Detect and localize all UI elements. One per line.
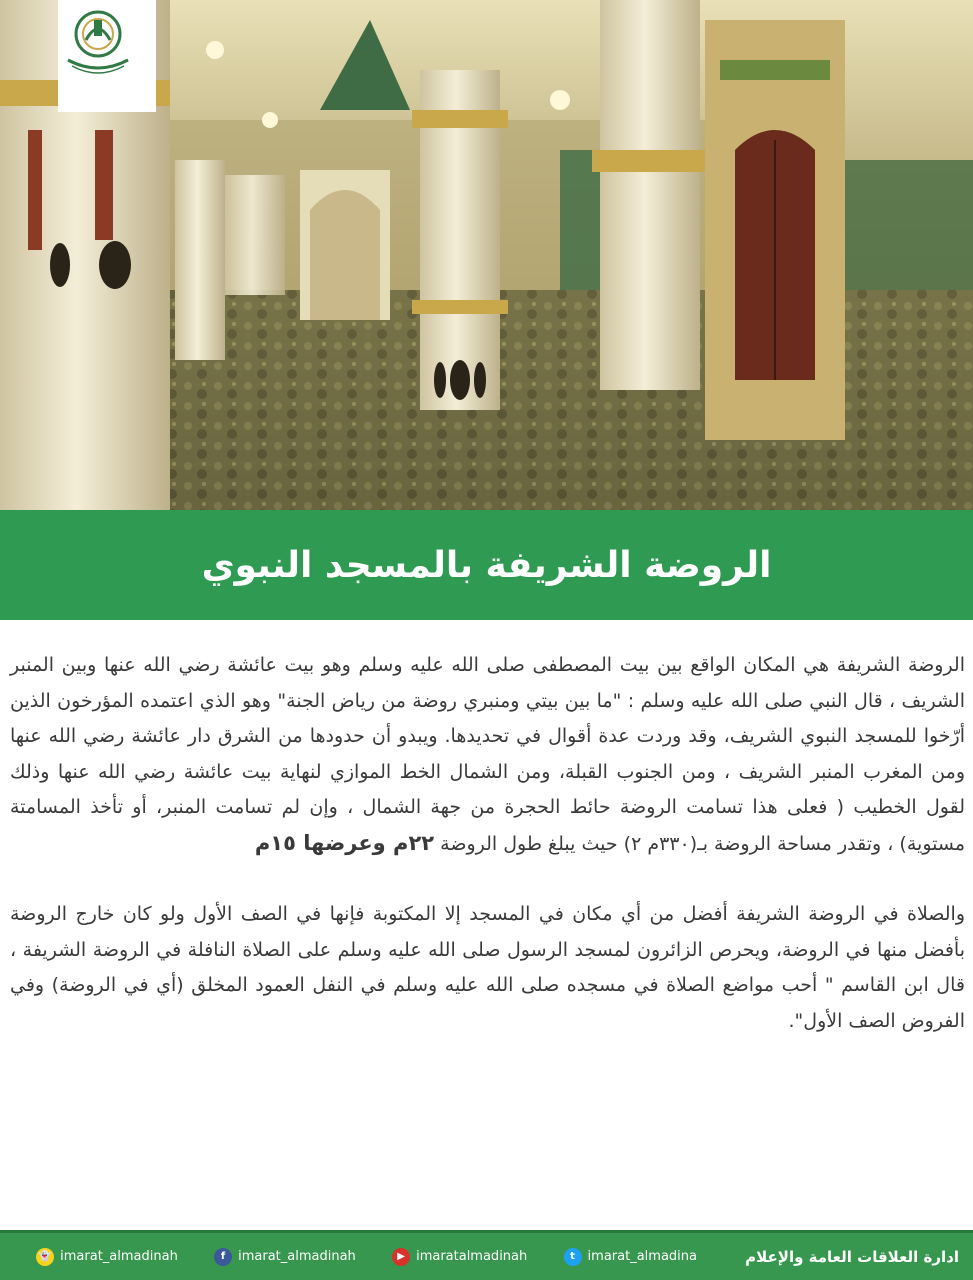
facebook-link[interactable] [214,1248,356,1266]
paragraph-1 [10,648,965,862]
paragraph-1-text: الروضة الشريفة هي المكان الواقع بين بيت المصطفى صلى الله عليه وسلم وهو بيت عائشة رضي الله عنها وبين المنبر الشريف ، قال النبي صلى الله عليه وسلم : "ما بين بيتي ومنبري روضة من رياض الجنة" وهو الذي اعتمده المؤرخون الذين أرّخوا للمسجد النبوي الشريف، وقد وردت عدة أقوال في تحديدها. ويبدو أن حدودها من الشرق دار عائشة رضي الله عنها ومن المغرب المنبر الشريف ، ومن الجنوب القبلة، ومن الشمال الخط الموازي لنهاية بيت عائشة رضي الله عنها وذلك لقول الخطيب ( فعلى هذا تسامت الروضة حائط الحجرة من جهة الشمال ، وإن لم تسامت المنبر، أو تأخذ المسامتة مستوية) ، وتقدر مساحة الروضة بـ(٣٣٠م ٢) حيث يبلغ طول الروضة [10,654,965,855]
youtube-icon: ▶ [392,1248,410,1266]
snapchat-handle: imarat_almadinah [60,1249,178,1264]
facebook-handle: imarat_almadinah [238,1249,356,1264]
title-band [0,510,973,620]
article-body [10,648,965,1039]
emblem-icon [58,0,138,80]
facebook-icon: f [214,1248,232,1266]
emirate-logo [58,0,156,112]
twitter-handle: imarat_almadina [587,1249,697,1264]
hero-image [0,0,973,510]
footer-bar [0,1230,973,1280]
paragraph-1-dimensions: ٢٢م وعرضها ١٥م [254,830,435,855]
snapchat-icon: 👻 [36,1248,54,1266]
paragraph-2: والصلاة في الروضة الشريفة أفضل من أي مكان في المسجد إلا المكتوبة فإنها في الصف الأول ولو كان خارج الروضة بأفضل منها في الروضة، ويحرص الزائرون لمسجد الرسول صلى الله عليه وسلم على الصلاة النافلة في الروضة الشريفة ، قال ابن القاسم " أحب مواضع الصلاة في مسجده صلى الله عليه وسلم في النفل العمود المخلق (أي في الروضة) وفي الفروض الصف الأول". [10,903,965,1032]
social-links [18,1248,715,1266]
page-title: الروضة الشريفة بالمسجد النبوي [201,544,772,586]
twitter-link[interactable] [564,1248,697,1266]
twitter-icon: t [564,1248,582,1266]
youtube-link[interactable] [392,1248,527,1266]
snapchat-link[interactable] [36,1248,178,1266]
youtube-handle: imaratalmadinah [416,1249,528,1264]
department-name: ادارة العلاقات العامة والإعلام [745,1247,959,1266]
